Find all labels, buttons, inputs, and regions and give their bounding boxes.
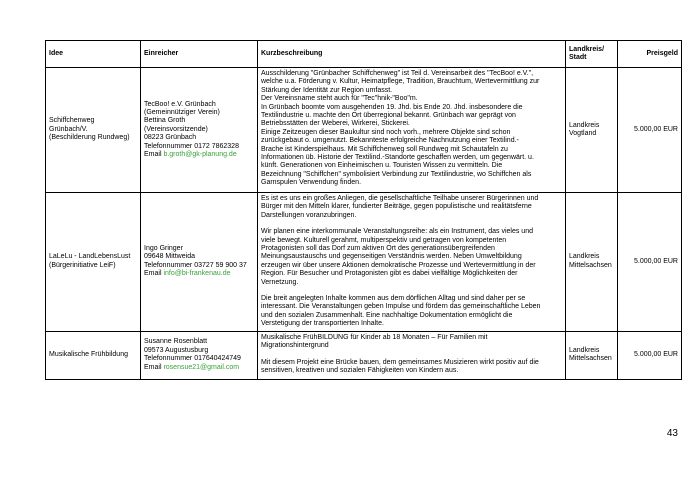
cell-line: welche u.a. Förderung v. Kultur, Heimatpflege, Tradition, Brauchtum, Wertevermittlung zur bbox=[261, 78, 540, 86]
header-einreicher: Einreicher bbox=[141, 41, 258, 68]
paragraph-gap bbox=[261, 351, 562, 359]
cell-einreicher bbox=[141, 193, 258, 332]
paragraph-gap bbox=[261, 220, 562, 228]
cell-line: Die breit angelegten Inhalte kommen aus dem dörflichen Alltag und sind daher per se bbox=[261, 295, 526, 303]
cell-landkreis bbox=[566, 193, 618, 332]
cell-line: Susanne Rosenblatt bbox=[144, 338, 208, 346]
cell-line: interessant. Die Veranstaltungen geben Impulse und fördern das gemeinschaftliche Leben bbox=[261, 303, 541, 311]
table-row bbox=[46, 331, 682, 379]
header-row bbox=[46, 41, 682, 68]
funding-table bbox=[45, 40, 682, 380]
cell-line: Stärkung der Identität zur Region umfasst. bbox=[261, 86, 393, 94]
cell-line: Bettina Groth bbox=[144, 117, 186, 125]
cell-line: Garnspulen Verwendung finden. bbox=[261, 179, 362, 187]
cell-beschreibung bbox=[258, 331, 566, 379]
cell-line: Protagonisten soll das Dorf zum aktiven Ort des generationsübergreifenden bbox=[261, 245, 495, 253]
email-link[interactable]: b.groth@gk-planung.de bbox=[163, 151, 237, 159]
cell-line: Grünbach/V. bbox=[49, 125, 88, 133]
cell-line: Telefonnummer 017640424749 bbox=[144, 355, 241, 363]
cell-line: Region. Für Besucher und Protagonisten gibt es dabei vielfältige Möglichkeiten der bbox=[261, 270, 518, 278]
cell-line: zurückgebaut o. umgenutzt. Bekannteste erfolgreiche Nachnutzung einer Textilind.- bbox=[261, 137, 519, 145]
cell-preisgeld: 5.000,00 EUR bbox=[618, 331, 682, 379]
cell-line: und den sozialen Zusammenhalt. Eine nachhaltige Dokumentation ermöglicht die bbox=[261, 311, 513, 319]
cell-line: Brache ist Kinderspielhaus. Mit Schiffchenweg soll Rundweg mit Schautafeln zu bbox=[261, 145, 508, 153]
email-label: Email bbox=[144, 270, 164, 278]
paragraph-gap bbox=[261, 287, 562, 295]
cell-line: Ingo Gringer bbox=[144, 245, 183, 253]
header-preisgeld: Preisgeld bbox=[618, 41, 682, 68]
header-landkreis: Landkreis/ Stadt bbox=[566, 41, 618, 68]
cell-line: Darstellungen voranzubringen. bbox=[261, 211, 357, 219]
cell-line: 08223 Grünbach bbox=[144, 134, 197, 142]
email-link[interactable]: rosensue21@gmail.com bbox=[163, 363, 240, 371]
cell-line: Mit diesem Projekt eine Brücke bauen, dem gemeinsames Musizieren wirkt positiv auf die bbox=[261, 358, 539, 366]
cell-preisgeld: 5.000,00 EUR bbox=[618, 193, 682, 332]
cell-line: (Beschilderung Rundweg) bbox=[49, 134, 130, 142]
cell-line: Wir planen eine interkommunale Veranstaltungsreihe: als ein Instrument, das vieles und bbox=[261, 228, 533, 236]
cell-line: Mittelsachsen bbox=[569, 261, 612, 269]
table-row bbox=[46, 68, 682, 193]
cell-line: TecBoo! e.V. Grünbach bbox=[144, 100, 216, 108]
cell-landkreis bbox=[566, 331, 618, 379]
cell-line: Landkreis bbox=[569, 121, 600, 129]
cell-line: Vogtland bbox=[569, 130, 597, 137]
cell-line: In Grünbach boomte vom ausgehenden 19. Jhd. bis Ende 20. Jhd. insbesondere die bbox=[261, 103, 523, 111]
cell-line: Migrationshintergrund bbox=[261, 342, 329, 350]
email-line bbox=[144, 270, 254, 278]
cell-line: 09648 Mittweida bbox=[144, 253, 195, 261]
cell-line: Bürger mit den Mitteln klarer, fundierter Beiträge, gegen populistische und realitätsferne bbox=[261, 203, 532, 211]
cell-line: Landkreis bbox=[569, 346, 600, 354]
email-line bbox=[144, 151, 254, 159]
email-label: Email bbox=[144, 151, 164, 159]
page-number: 43 bbox=[666, 428, 678, 439]
cell-line: erzeugen wir über unsere Aktionen demokratische Prozesse und Wertevermittlung in der bbox=[261, 261, 536, 269]
cell-line: Musikalische FrühBILDUNG für Kinder ab 18 Monaten – Für Familien mit bbox=[261, 333, 488, 341]
cell-line: künft. Generationen von Einheimischen u. Touristen Wissen zu vermitteln. Die bbox=[261, 162, 503, 170]
cell-line: Mittelsachsen bbox=[569, 355, 612, 363]
email-line bbox=[144, 364, 254, 372]
cell-beschreibung bbox=[258, 193, 566, 332]
cell-beschreibung bbox=[258, 68, 566, 193]
cell-line: Einige Zeitzeugen dieser Baukultur sind noch vorh., mehrere Objekte sind schon bbox=[261, 128, 511, 136]
cell-line: viele bewegt. Kulturell gerahmt, multiperspektiv und getragen von kompetenten bbox=[261, 236, 507, 244]
cell-idee bbox=[46, 331, 141, 379]
cell-line: Betriebsstätten der Weberei, Wirkerei, Stickerei. bbox=[261, 120, 410, 128]
cell-line: Textilindustrie u. machte den Ort überregional bekannt. Grünbach war geprägt von bbox=[261, 112, 516, 120]
cell-line: Musikalische Frühbildung bbox=[49, 350, 128, 358]
cell-line: Schiffchenweg bbox=[49, 117, 95, 125]
cell-line: LaLeLu - LandLebensLust bbox=[49, 253, 131, 261]
cell-line: (Bürgerinitiative LeiF) bbox=[49, 261, 116, 269]
email-link[interactable]: info@bi-frankenau.de bbox=[163, 270, 231, 278]
cell-line: (Gemeinnütziger Verein) bbox=[144, 108, 220, 116]
cell-line: Es ist es uns ein großes Anliegen, die gesellschaftliche Teilhabe unserer Bürgerinnen und bbox=[261, 195, 539, 202]
cell-line: Ausschilderung "Grünbacher Schiffchenweg" ist Teil d. Vereinsarbeit des "TecBoo! e.V.", bbox=[261, 70, 534, 77]
cell-line: Bezeichnung "Schiffchen" symbolisiert Verbindung zur Textilindustrie, wo Schiffchen als bbox=[261, 170, 532, 178]
cell-line: Landkreis bbox=[569, 253, 600, 261]
cell-preisgeld: 5.000,00 EUR bbox=[618, 68, 682, 193]
header-beschreibung: Kurzbeschreibung bbox=[258, 41, 566, 68]
cell-idee bbox=[46, 193, 141, 332]
table-row bbox=[46, 193, 682, 332]
cell-line: Telefonnummer 03727 59 900 37 bbox=[144, 261, 247, 269]
cell-line: Verstetigung der transportierten Inhalte. bbox=[261, 320, 384, 328]
cell-line: Meinungsaustauschs und gegenseitigen Verständnis werden. Neben Umweltbildung bbox=[261, 253, 522, 261]
cell-line: (Vereinsvorsitzende) bbox=[144, 125, 208, 133]
cell-line: Der Vereinsname steht auch für "Tec"hnik-"Boo"m. bbox=[261, 95, 418, 103]
cell-line: Vernetzung. bbox=[261, 278, 299, 286]
cell-einreicher bbox=[141, 331, 258, 379]
cell-line: Informationen üb. Historie der Textilind.-Standorte geschaffen werden, um gegenwärt. u. bbox=[261, 154, 534, 162]
cell-landkreis bbox=[566, 68, 618, 193]
cell-einreicher bbox=[141, 68, 258, 193]
header-idee: Idee bbox=[46, 41, 141, 68]
cell-idee bbox=[46, 68, 141, 193]
cell-line: sensitiven, kreativen und sozialen Fähigkeiten von Kindern aus. bbox=[261, 366, 459, 374]
cell-line: 09573 Augustusburg bbox=[144, 346, 209, 354]
cell-line: Telefonnummer 0172 7862328 bbox=[144, 142, 239, 150]
email-label: Email bbox=[144, 363, 164, 371]
